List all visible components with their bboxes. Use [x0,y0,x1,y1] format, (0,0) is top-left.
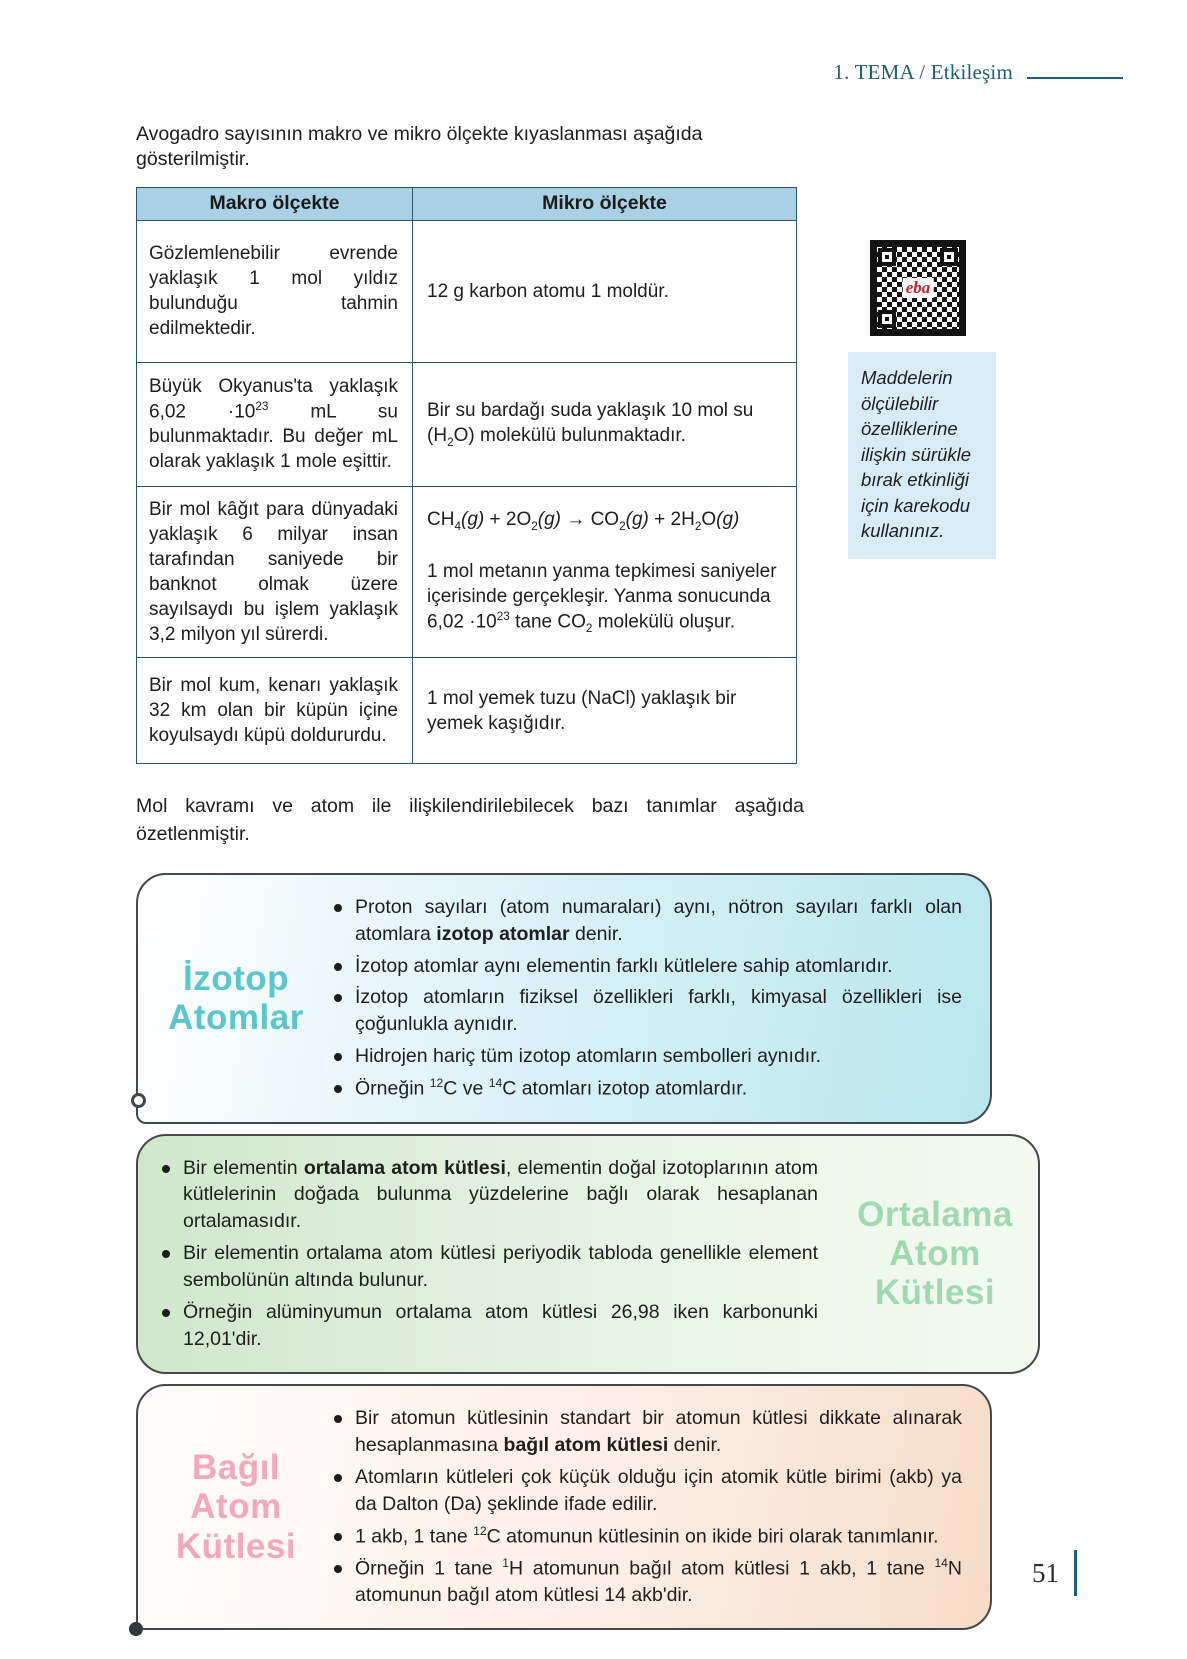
bullet-icon [162,1165,170,1173]
bullet-icon [334,1415,342,1423]
bullet-text: Örneğin alüminyumun ortalama atom kütlesi 26,98 iken karbonunki 12,01'dir. [183,1301,818,1350]
table-row [137,658,797,764]
connector-circle-icon [131,1093,146,1108]
connector-dot-icon [129,1622,143,1636]
bullet-icon [334,1565,342,1573]
table-row [137,486,797,657]
list-item [334,1075,962,1102]
bullet-icon [162,1309,170,1317]
cell-makro-3: Bir mol kâğıt para dünyadaki yaklaşık 6 milyar insan tarafından saniyede bir banknot olmak üzere sayılsaydı bu işlem yaklaşık 3,2 milyon yıl sürerdi. [137,486,413,657]
qr-caption: Maddelerin ölçülebilir özelliklerine ilişkin sürükle bırak etkinliği için karekodu kullanınız. [848,352,996,559]
izotop-bullet-list [334,875,990,1122]
bullet-icon [334,1533,342,1541]
page-number-rule [1074,1550,1077,1596]
bullet-icon [162,1250,170,1258]
bullet-icon [334,1053,342,1061]
column-header-makro: Makro ölçekte [137,187,413,220]
cell-mikro-4: 1 mol yemek tuzu (NaCl) yaklaşık bir yemek kaşığıdır. [413,658,797,764]
table-header-row [137,187,797,220]
bullet-text: Bir elementin ortalama atom kütlesi, elementin doğal izotoplarının atom kütlelerinin doğada bulunma yüzdelerine bağlı olarak hesaplanan ortalamasıdır. [183,1156,819,1233]
bullet-icon [334,994,342,1002]
list-item [162,1240,818,1294]
page-footer [1032,1550,1077,1596]
table-row [137,220,797,362]
bullet-text: Örneğin $^{12}$C ve $^{14}$C atomları izotop atomlardır. [355,1076,748,1100]
qr-finder-icon [878,248,896,266]
cell-mikro-2: Bir su bardağı suda yaklaşık 10 mol su $(H_2O)$ molekülü bulunmaktadır. [413,362,797,486]
cell-mikro-3: $CH_4(g) + 2O_2(g) \to CO_2(g) + 2H_2O(g)$ 1 mol metanın yanma tepkimesi saniyeler içerisinde gerçekleşir. Yanma sonucunda $6,02 \cdot 10^{23}$ tane $CO_2$ molekülü oluşur. [413,486,797,657]
bullet-icon [334,1474,342,1482]
bullet-icon [334,963,342,971]
header-rule [1027,77,1123,79]
qr-finder-icon [878,310,896,328]
ortalama-bullet-list [138,1136,832,1372]
cell-makro-4: Bir mol kum, kenarı yaklaşık 32 km olan bir küpün içine koyulsaydı küpü doldururdu. [137,658,413,764]
izotop-box-title: İzotop Atomlar [168,958,304,1038]
cell-makro-2: Büyük Okyanus'ta yaklaşık $6,02 \cdot 10^{23}$ mL su bulunmaktadır. Bu değer mL olarak yaklaşık 1 mole eşittir. [137,362,413,486]
page-number: 51 [1032,1557,1059,1588]
list-item [334,894,962,948]
list-item [334,1405,962,1459]
section-title: 1. TEMA / Etkileşim [833,60,1013,84]
bullet-text: Hidrojen hariç tüm izotop atomların sembolleri aynıdır. [355,1045,822,1068]
bullet-text: Atomların kütleleri çok küçük olduğu için atomik kütle birimi (akb) ya da Dalton (Da) şeklinde ifade edilir. [355,1465,962,1515]
definitions-intro-paragraph: Mol kavramı ve atom ile ilişkilendirilebilecek bazı tanımlar aşağıda özetlenmiştir. [136,795,804,846]
column-header-mikro: Mikro ölçekte [413,187,797,220]
qr-code [870,240,966,336]
list-item [162,1299,818,1353]
bullet-text: Örneğin 1 tane $^1$H atomunun bağıl atom kütlesi 1 akb, 1 tane $^{14}$N atomunun bağıl atom kütlesi 14 akb'dir. [355,1555,962,1607]
ortalama-atom-kutlesi-box [136,1134,1040,1374]
list-item [334,984,962,1038]
list-item [334,953,962,980]
bullet-icon [334,904,342,912]
bullet-text: Proton sayıları (atom numaraları) aynı, nötron sayıları farklı olan atomlara izotop atomlar denir. [355,895,962,945]
list-item [334,1523,962,1550]
bullet-text: 1 akb, 1 tane $^{12}$C atomunun kütlesinin on ikide biri olarak tanımlanır. [355,1523,939,1547]
table-row [137,362,797,486]
bagil-bullet-list [334,1386,990,1628]
macro-micro-comparison-table [136,187,797,764]
qr-rail [848,240,996,559]
bullet-text: Bir atomun kütlesinin standart bir atomun kütlesi dikkate alınarak hesaplanmasına bağıl atom kütlesi denir. [355,1406,962,1456]
cell-makro-1: Gözlemlenebilir evrende yaklaşık 1 mol yıldız bulunduğu tahmin edilmektedir. [137,220,413,362]
bullet-text: İzotop atomlar aynı elementin farklı kütlelere sahip atomlarıdır. [355,954,893,977]
list-item [334,1043,962,1070]
ortalama-box-title: Ortalama Atom Kütlesi [857,1194,1013,1313]
list-item [334,1555,962,1609]
bagil-box-title: Bağıl Atom Kütlesi [175,1448,297,1566]
izotop-atomlar-box [136,873,992,1124]
bullet-text: Bir elementin ortalama atom kütlesi periyodik tabloda genellikle element sembolünün altında bulunur. [183,1242,818,1292]
bagil-atom-kutlesi-box [136,1384,992,1630]
list-item [334,1464,962,1518]
eba-logo: eba [903,278,934,298]
qr-finder-icon [940,248,958,266]
list-item [162,1155,818,1236]
cell-mikro-1: 12 g karbon atomu 1 moldür. [413,220,797,362]
intro-paragraph: Avogadro sayısının makro ve mikro ölçekte kıyaslanması aşağıda gösterilmiştir. [136,123,703,171]
bullet-icon [334,1085,342,1093]
bullet-text: İzotop atomların fiziksel özellikleri farklı, kimyasal özellikleri ise çoğunlukla aynıdır. [355,986,962,1036]
